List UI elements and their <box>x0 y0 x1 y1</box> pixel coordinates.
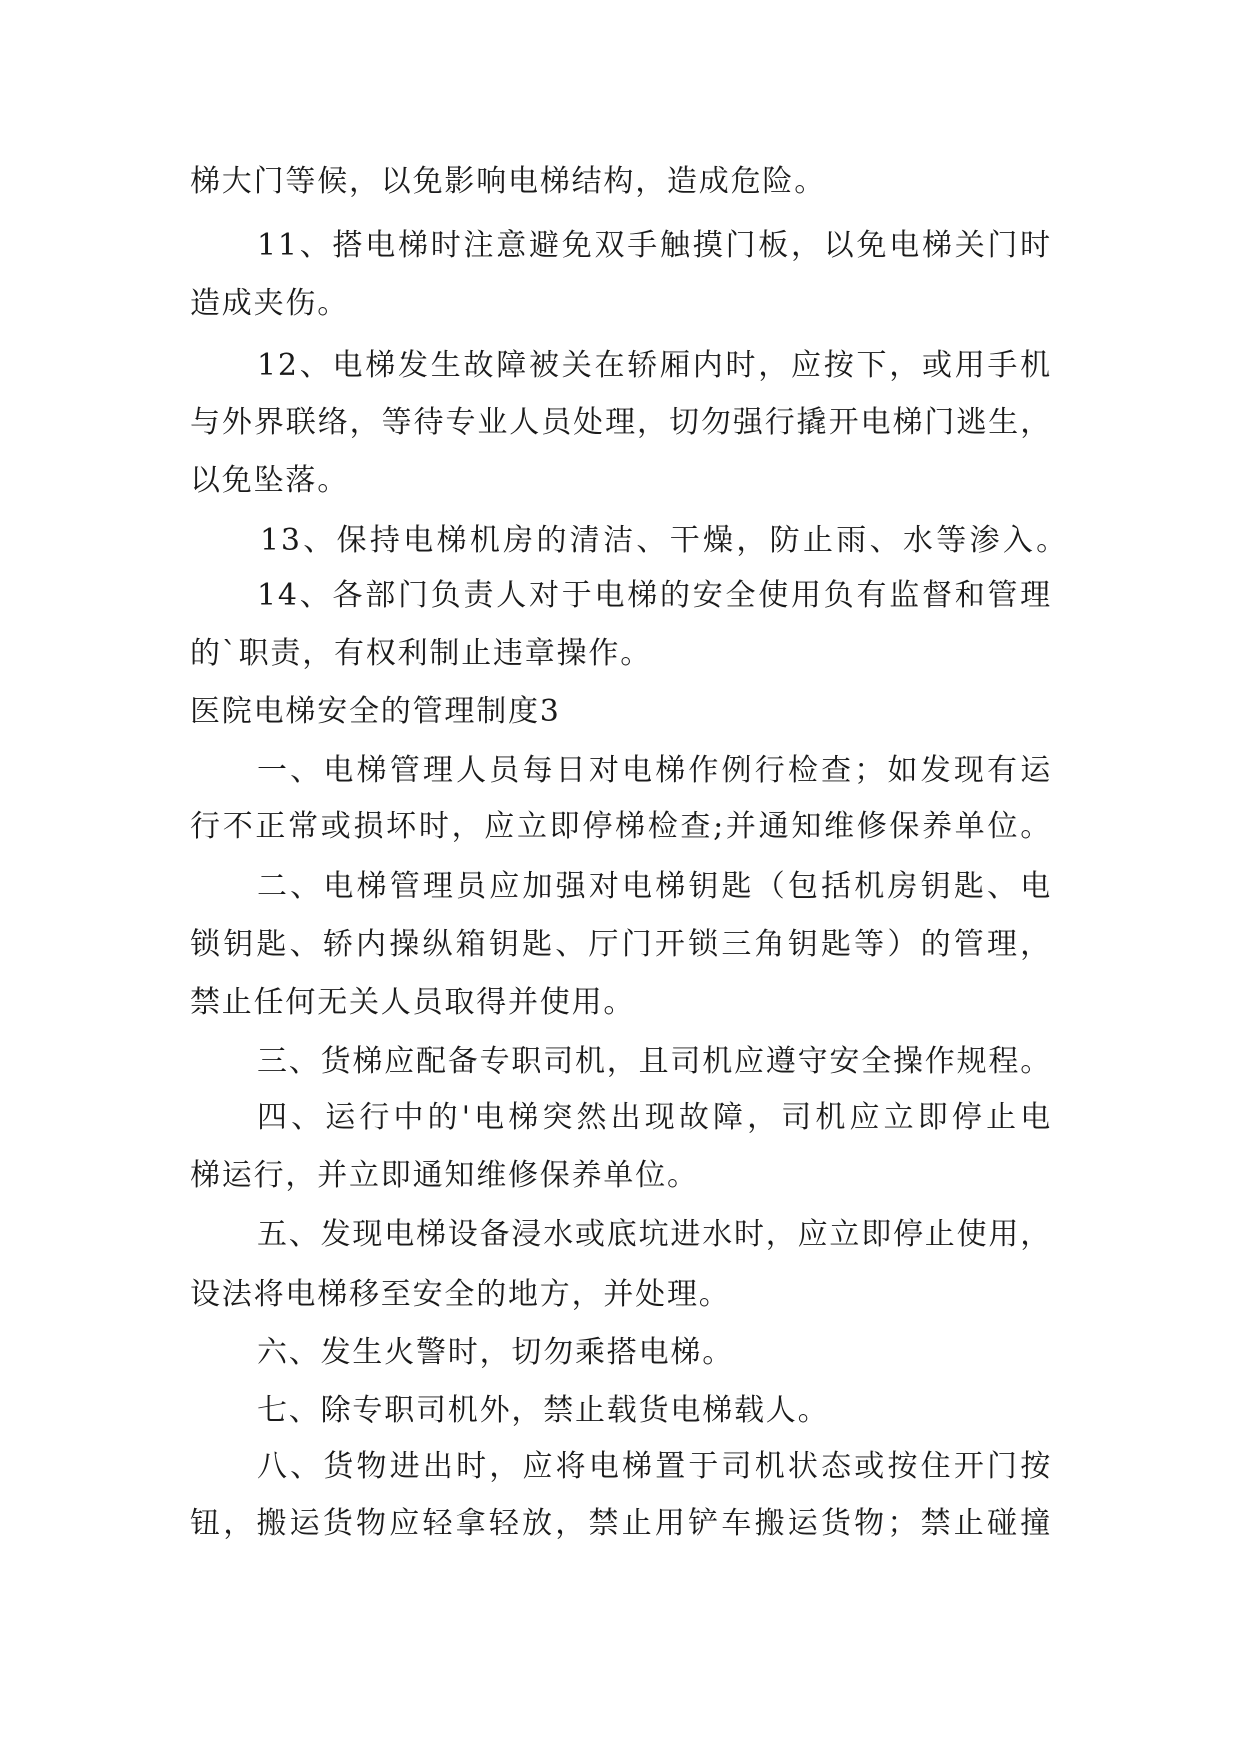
paragraph-line: 八、货物进出时，应将电梯置于司机状态或按住开门按 <box>257 1449 1052 1484</box>
paragraph-line: 二、电梯管理员应加强对电梯钥匙（包括机房钥匙、电 <box>257 869 1052 904</box>
paragraph-line: 11、搭电梯时注意避免双手触摸门板，以免电梯关门时 <box>257 228 1052 263</box>
paragraph-line: 12、电梯发生故障被关在轿厢内时，应按下，或用手机 <box>257 348 1052 383</box>
paragraph-line: 设法将电梯移至安全的地方，并处理。 <box>190 1277 731 1312</box>
paragraph-line: 六、发生火警时，切勿乘搭电梯。 <box>257 1335 734 1370</box>
paragraph-line: 13、保持电梯机房的清洁、干燥，防止雨、水等渗入。 <box>260 523 1068 558</box>
section-heading: 医院电梯安全的管理制度3 <box>190 694 561 729</box>
paragraph-line: 七、除专职司机外，禁止载货电梯载人。 <box>257 1393 830 1428</box>
paragraph-line: 锁钥匙、轿内操纵箱钥匙、厅门开锁三角钥匙等）的管理， <box>190 927 1052 962</box>
paragraph-line: 一、电梯管理人员每日对电梯作例行检查；如发现有运 <box>257 753 1052 788</box>
paragraph-line: 四、运行中的'电梯突然出现故障，司机应立即停止电 <box>257 1100 1052 1135</box>
paragraph-line: 造成夹伤。 <box>190 286 349 321</box>
paragraph-line: 禁止任何无关人员取得并使用。 <box>190 985 636 1020</box>
paragraph-line: 行不正常或损坏时，应立即停梯检查;并通知维修保养单位。 <box>190 809 1052 844</box>
paragraph-line: 钮，搬运货物应轻拿轻放，禁止用铲车搬运货物；禁止碰撞 <box>190 1506 1052 1541</box>
paragraph-line: 梯运行，并立即通知维修保养单位。 <box>190 1158 699 1193</box>
paragraph-line: 梯大门等候，以免影响电梯结构，造成危险。 <box>190 164 826 199</box>
paragraph-line: 与外界联络，等待专业人员处理，切勿强行撬开电梯门逃生， <box>190 405 1052 440</box>
paragraph-line: 14、各部门负责人对于电梯的安全使用负有监督和管理 <box>257 578 1052 613</box>
paragraph-line: 的`职责，有权利制止违章操作。 <box>190 636 652 671</box>
paragraph-line: 五、发现电梯设备浸水或底坑进水时，应立即停止使用， <box>257 1217 1052 1252</box>
paragraph-line: 三、货梯应配备专职司机，且司机应遵守安全操作规程。 <box>257 1044 1052 1079</box>
paragraph-line: 以免坠落。 <box>190 463 349 498</box>
